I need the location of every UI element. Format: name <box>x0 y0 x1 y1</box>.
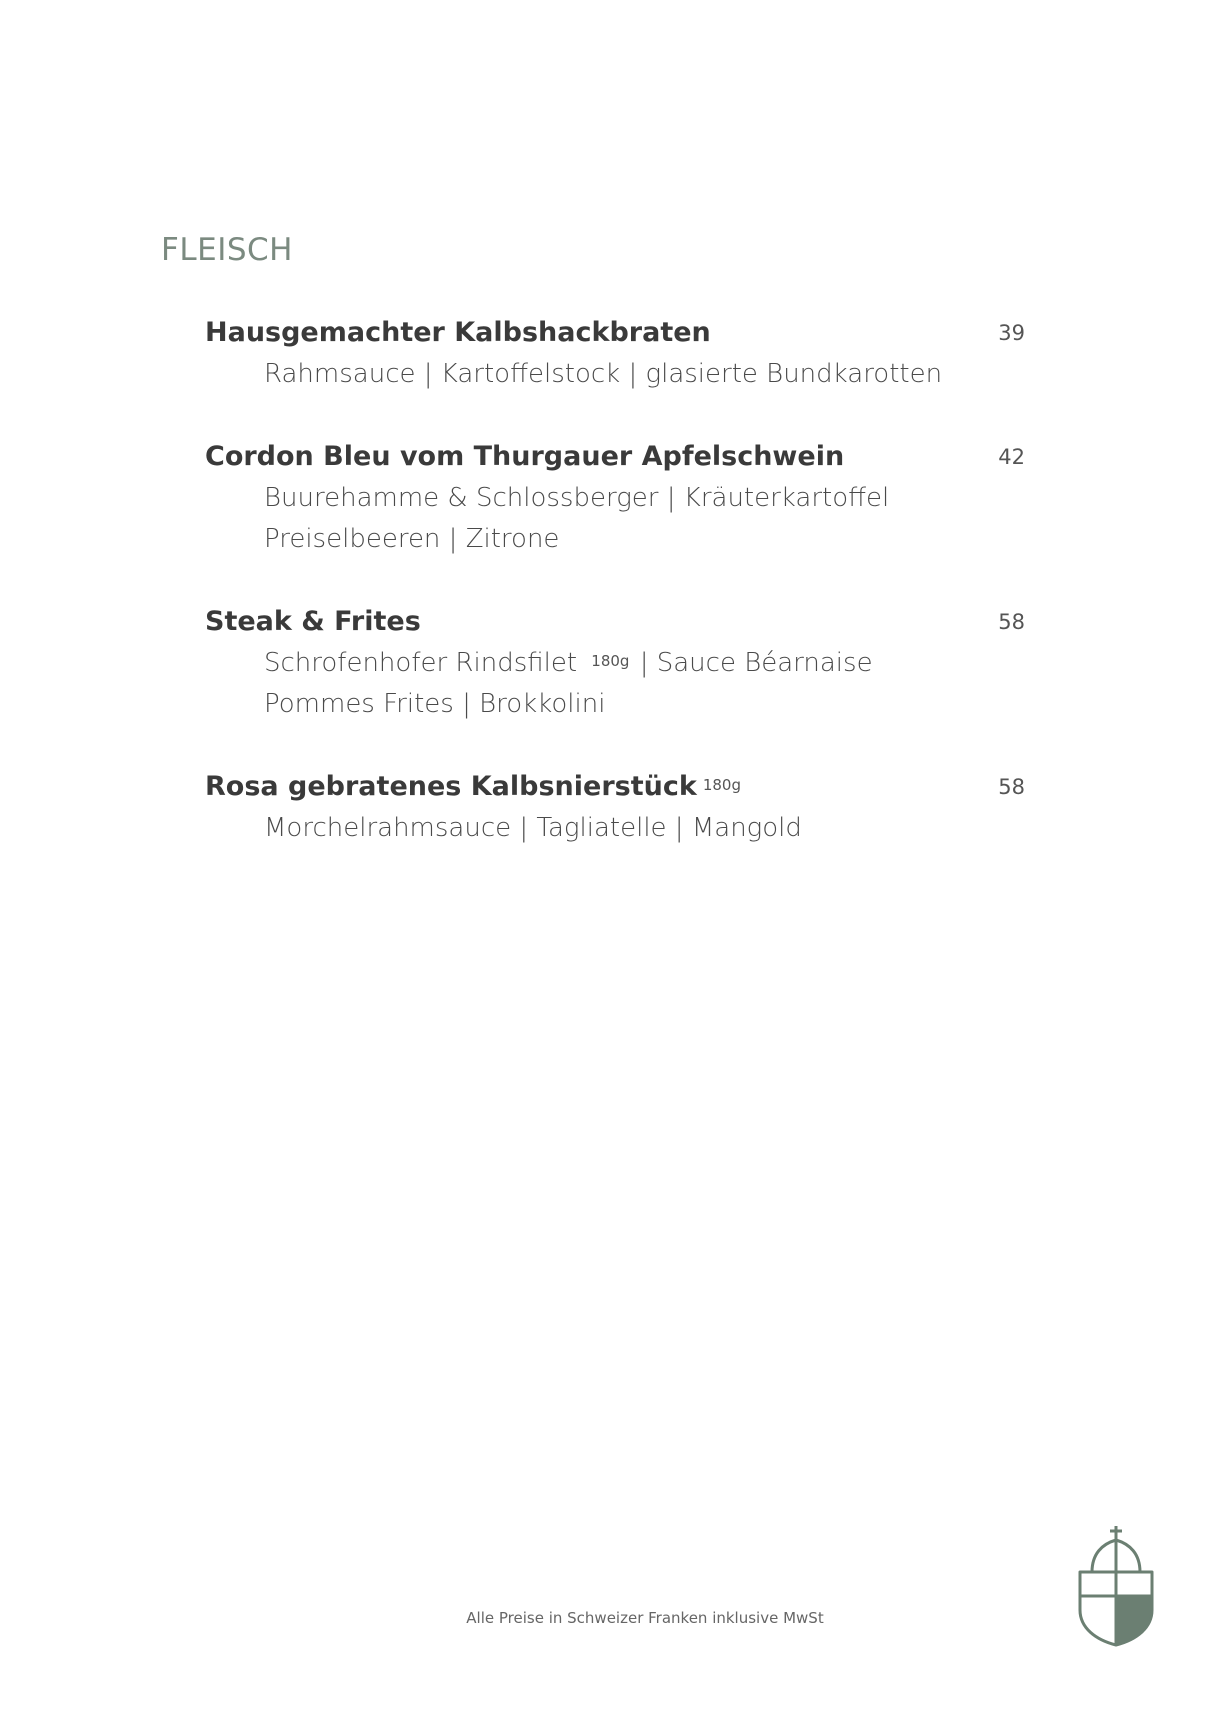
menu-item-header <box>205 766 1025 808</box>
menu-item-description: Pommes Frites | Brokkolini <box>264 689 606 719</box>
description-text: Schrofenhofer Rindsfilet <box>264 648 578 678</box>
menu-item-price: 58 <box>998 610 1025 634</box>
section-title: FLEISCH <box>161 232 293 268</box>
shield-crest-icon <box>1076 1524 1156 1648</box>
menu-item <box>205 312 1025 395</box>
menu-item <box>205 766 1025 849</box>
menu-item <box>205 601 1025 725</box>
menu-item <box>205 436 1025 560</box>
description-text: | Sauce Béarnaise <box>639 648 873 678</box>
menu-item-name: Steak & Frites <box>205 606 421 637</box>
menu-item-description: Buurehamme & Schlossberger | Kräuterkartoffel <box>264 483 890 513</box>
menu-item-price: 42 <box>998 445 1025 469</box>
price-footnote: Alle Preise in Schweizer Franken inklusive MwSt <box>466 1609 824 1627</box>
menu-item-description: Morchelrahmsauce | Tagliatelle | Mangold <box>264 813 802 843</box>
weight-label: 180g <box>702 776 741 794</box>
menu-item-name: Hausgemachter Kalbshackbraten <box>205 317 711 348</box>
menu-item-name: Cordon Bleu vom Thurgauer Apfelschwein <box>205 441 845 472</box>
menu-item-description: Preiselbeeren | Zitrone <box>264 524 560 554</box>
menu-item-name-text: Rosa gebratenes Kalbsnierstück <box>205 771 697 802</box>
menu-item-price: 39 <box>998 321 1025 345</box>
menu-item-description: Rahmsauce | Kartoffelstock | glasierte Bundkarotten <box>264 359 943 389</box>
weight-label: 180g <box>591 652 630 670</box>
menu-item-description <box>264 643 1025 684</box>
menu-item-name <box>205 771 741 802</box>
menu-item-header <box>205 312 1025 354</box>
menu-item-header <box>205 436 1025 478</box>
menu-item-price: 58 <box>998 775 1025 799</box>
menu-item-header <box>205 601 1025 643</box>
